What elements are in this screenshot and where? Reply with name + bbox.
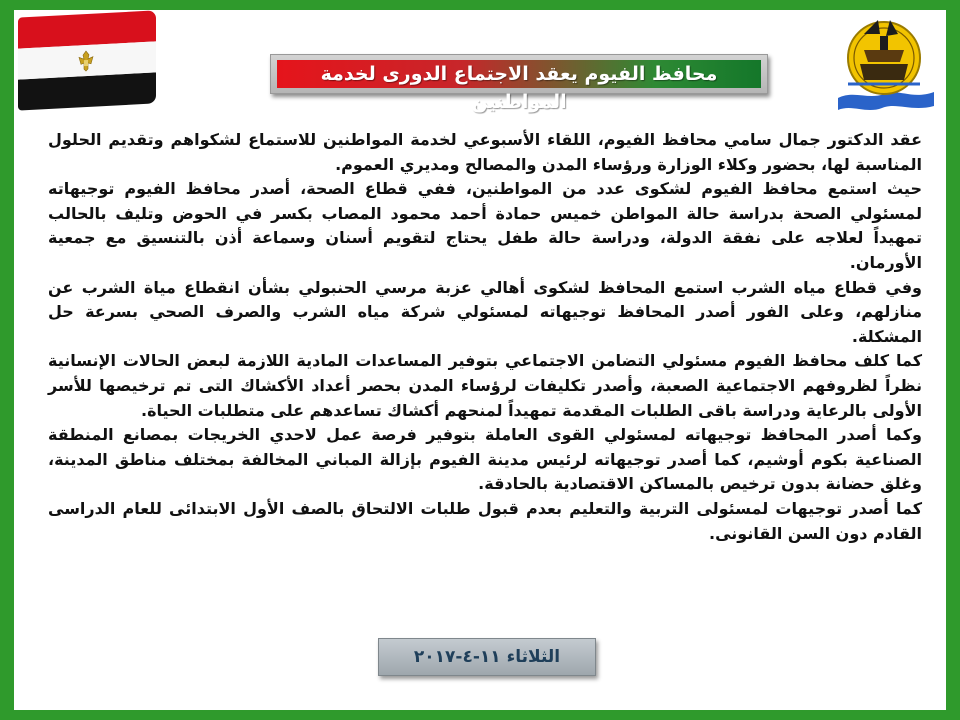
governorate-logo-icon	[834, 14, 940, 114]
article-paragraph: وكما أصدر المحافظ توجيهاته لمسئولي القوى العاملة بتوفير فرصة عمل لاحدي الخريجات بمصانع المنطقة الصناعية بكوم أوشيم، كما أصدر توجيهاته لرئيس مدينة الفيوم بإزالة المباني المخالفة بمختلف مناطق المدينة، وغلق حضانة بدون ترخيص بالمساكن الاقتصادية بالحادقة.	[48, 425, 922, 494]
article-paragraph: كما كلف محافظ الفيوم مسئولي التضامن الاجتماعي بتوفير المساعدات المادية اللازمة لبعض الحالات الإنسانية نظراً لظروفهم الاجتماعية الصعبة، وأصدر تكليفات لرؤساء المدن بحصر أعداد الأكشاك التى تم ترخيصها للأسر الأولى بالرعاية ودراسة باقى الطلبات المقدمة تمهيداً لمنحهم أكشاك تساعدهم على متطلبات الحياة.	[48, 351, 922, 420]
article-body	[48, 128, 922, 546]
egypt-flag-icon	[18, 10, 156, 111]
article-paragraph: وفي قطاع مياه الشرب استمع المحافظ لشكوى أهالي عزبة مرسي الحنبولي بشأن انقطاع مياة الشرب عن منازلهم، وعلى الفور أصدر المحافظ توجيهاته لمسئولي شركة مياه الشرب والصرف الصحي بسرعة حل المشكلة.	[48, 277, 922, 346]
article-paragraph: كما أصدر توجيهات لمسئولى التربية والتعليم بعدم قبول طلبات الالتحاق بالصف الأول الابتدائى للعام الدراسى القادم دون السن القانونى.	[48, 498, 922, 543]
article-paragraph: حيث استمع محافظ الفيوم لشكوى عدد من المواطنين، ففي قطاع الصحة، أصدر محافظ الفيوم توجيهاته لمسئولي الصحة بدراسة حالة المواطن خميس حمادة أحمد محمود المصاب بكسر في الحوض وتليف بالحالب تمهيداً لعلاجه على نفقة الدولة، ودراسة حالة طفل يحتاج لتقويم أسنان وسماعة أذن بالتنسيق مع جمعية الأورمان.	[48, 179, 922, 272]
eagle-icon	[76, 50, 96, 73]
page-frame	[14, 10, 946, 710]
title-banner	[270, 54, 768, 113]
date-label: الثلاثاء ١١-٤-٢٠١٧	[378, 638, 596, 676]
article-paragraph: عقد الدكتور جمال سامي محافظ الفيوم، اللقاء الأسبوعي لخدمة المواطنين للاستماع لشكواهم وتقديم الحلول المناسبة لها، بحضور وكلاء الوزارة ورؤساء المدن والمصالح ومديري العموم.	[48, 130, 922, 174]
page-title: محافظ الفيوم يعقد الاجتماع الدورى لخدمة المواطنين	[277, 60, 761, 88]
